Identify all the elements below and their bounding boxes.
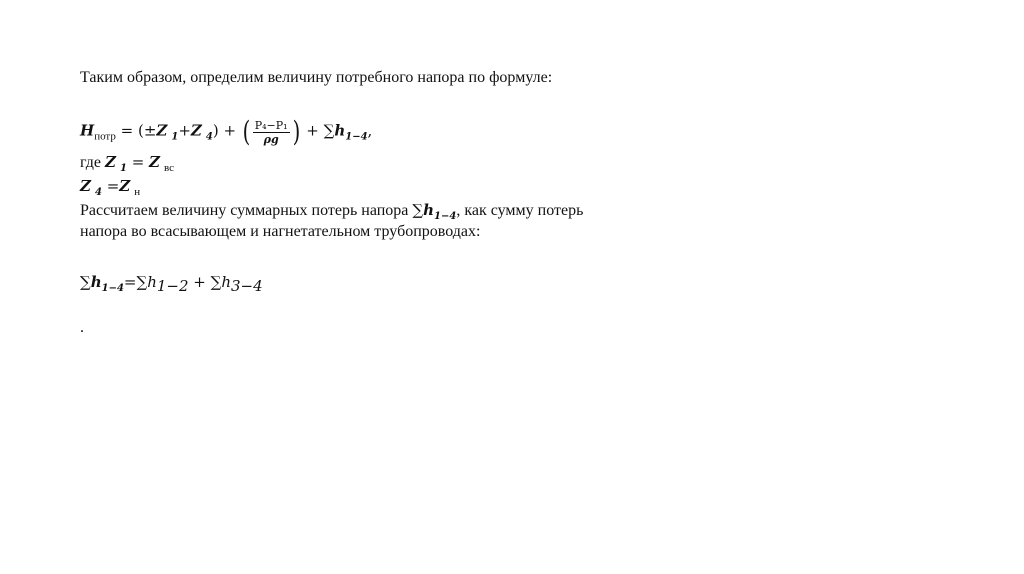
formula-comma: , <box>367 121 373 140</box>
formula-Z4: Z <box>190 121 202 140</box>
sum-plus: + ∑ <box>188 273 222 291</box>
formula-h-sub: 1−4 <box>345 131 368 143</box>
z4-line <box>80 176 140 203</box>
where-eq: = <box>126 153 150 171</box>
formula-h: h <box>334 121 346 140</box>
formula-eq: = (± <box>115 121 157 140</box>
sum-eq: =∑ <box>123 273 148 291</box>
formula-H-sub: потр <box>94 130 116 143</box>
head-formula <box>80 115 373 148</box>
formula-plus1: + <box>178 121 191 140</box>
pressure-fraction <box>253 119 290 146</box>
z4-Zn: Z <box>119 177 131 195</box>
z4-Z: Z <box>80 177 91 195</box>
paragraph-sum: ∑ <box>412 201 424 219</box>
paragraph-line-2: напора во всасывающем и нагнетательном трубопроводах: <box>80 223 481 240</box>
paragraph-h-sub: 1−4 <box>434 211 457 222</box>
paragraph-end: , как сумму потерь <box>456 202 584 219</box>
formula-close: ) + <box>212 121 241 140</box>
formula-Z1-sub: 1 <box>171 131 179 143</box>
fraction-numerator: P₄−P₁ <box>254 118 288 132</box>
where-prefix: где <box>80 154 106 171</box>
where-Z-sub: 1 <box>119 163 127 174</box>
paragraph-h: h <box>423 201 435 219</box>
left-paren: ( <box>242 115 251 148</box>
where-Zvs-sub: вс <box>164 162 175 174</box>
sum-h2: h <box>147 273 157 291</box>
sum-formula <box>80 272 263 299</box>
formula-Z1: Z <box>156 121 168 140</box>
sum-h1-sub: 1−4 <box>101 283 124 294</box>
where-Z: Z <box>105 153 116 171</box>
z4-Zn-sub: н <box>134 186 141 198</box>
sum-h2-sub: 1−2 <box>156 277 189 295</box>
intro-text: Таким образом, определим величину потребного напора по формуле: <box>80 69 553 86</box>
sum-h1: h <box>90 273 102 291</box>
paragraph-start: Рассчитаем величину суммарных потерь напора <box>80 202 413 219</box>
sum-h3-sub: 3−4 <box>231 277 263 295</box>
where-line <box>80 152 174 179</box>
formula-Z4-sub: 4 <box>205 131 213 143</box>
where-Zvs: Z <box>149 153 160 171</box>
formula-plus2: + ∑ <box>301 121 335 140</box>
sum-h3: h <box>221 273 232 291</box>
fraction-denominator: ρg <box>263 132 279 146</box>
right-paren: ) <box>292 115 300 148</box>
z4-eq: = <box>101 177 120 195</box>
formula-H: H <box>80 121 95 140</box>
sum-1: ∑ <box>80 273 91 291</box>
z4-Z-sub: 4 <box>94 187 102 198</box>
trailing-dot: . <box>80 319 84 336</box>
